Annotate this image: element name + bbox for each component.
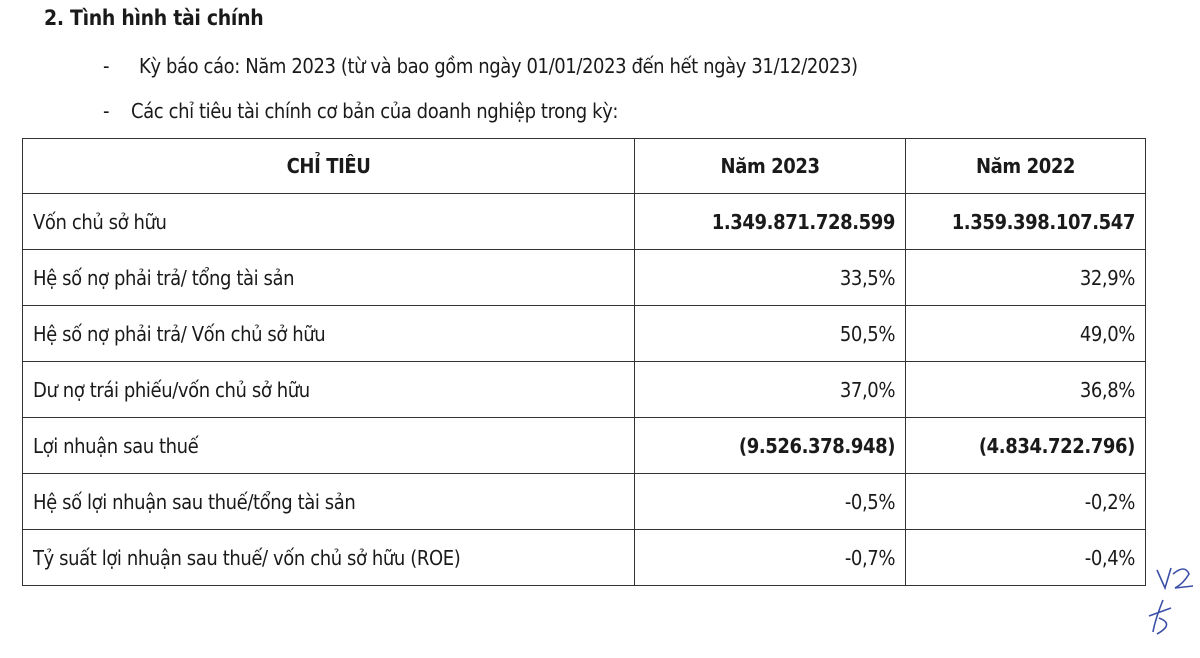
value-2022: 1.359.398.107.547	[906, 194, 1146, 250]
bullet-reporting-period	[103, 54, 858, 78]
bullet-text: Kỳ báo cáo: Năm 2023 (từ và bao gồm ngày 01/01/2023 đến hết ngày 31/12/2023)	[139, 54, 858, 78]
value-2022: (4.834.722.796)	[906, 418, 1146, 474]
handwritten-initials	[1145, 560, 1200, 640]
table-header-row	[23, 139, 1146, 194]
value-2023: 37,0%	[635, 362, 906, 418]
value-2022: -0,2%	[906, 474, 1146, 530]
header-2022: Năm 2022	[906, 139, 1146, 194]
row-label: Tỷ suất lợi nhuận sau thuế/ vốn chủ sở hữu (ROE)	[23, 530, 635, 586]
section-title: 2. Tình hình tài chính	[44, 6, 264, 30]
row-label: Dư nợ trái phiếu/vốn chủ sở hữu	[23, 362, 635, 418]
row-label: Hệ số lợi nhuận sau thuế/tổng tài sản	[23, 474, 635, 530]
bullet-dash: -	[103, 54, 110, 78]
bullet-text: Các chỉ tiêu tài chính cơ bản của doanh nghiệp trong kỳ:	[131, 99, 619, 123]
value-2023: (9.526.378.948)	[635, 418, 906, 474]
row-label: Hệ số nợ phải trả/ tổng tài sản	[23, 250, 635, 306]
value-2022: 49,0%	[906, 306, 1146, 362]
value-2022: 36,8%	[906, 362, 1146, 418]
header-2023: Năm 2023	[635, 139, 906, 194]
financial-indicators-table	[22, 138, 1146, 586]
table-row	[23, 306, 1146, 362]
value-2023: -0,7%	[635, 530, 906, 586]
row-label: Vốn chủ sở hữu	[23, 194, 635, 250]
row-label: Hệ số nợ phải trả/ Vốn chủ sở hữu	[23, 306, 635, 362]
value-2023: 50,5%	[635, 306, 906, 362]
value-2023: 1.349.871.728.599	[635, 194, 906, 250]
bullet-indicators-intro	[103, 99, 618, 123]
value-2023: 33,5%	[635, 250, 906, 306]
table-row	[23, 418, 1146, 474]
table-row	[23, 530, 1146, 586]
table-row	[23, 474, 1146, 530]
header-indicator: CHỈ TIÊU	[23, 139, 635, 194]
bullet-dash: -	[103, 99, 110, 123]
row-label: Lợi nhuận sau thuế	[23, 418, 635, 474]
table-row	[23, 362, 1146, 418]
table-row	[23, 250, 1146, 306]
value-2022: 32,9%	[906, 250, 1146, 306]
value-2023: -0,5%	[635, 474, 906, 530]
value-2022: -0,4%	[906, 530, 1146, 586]
table-row	[23, 194, 1146, 250]
